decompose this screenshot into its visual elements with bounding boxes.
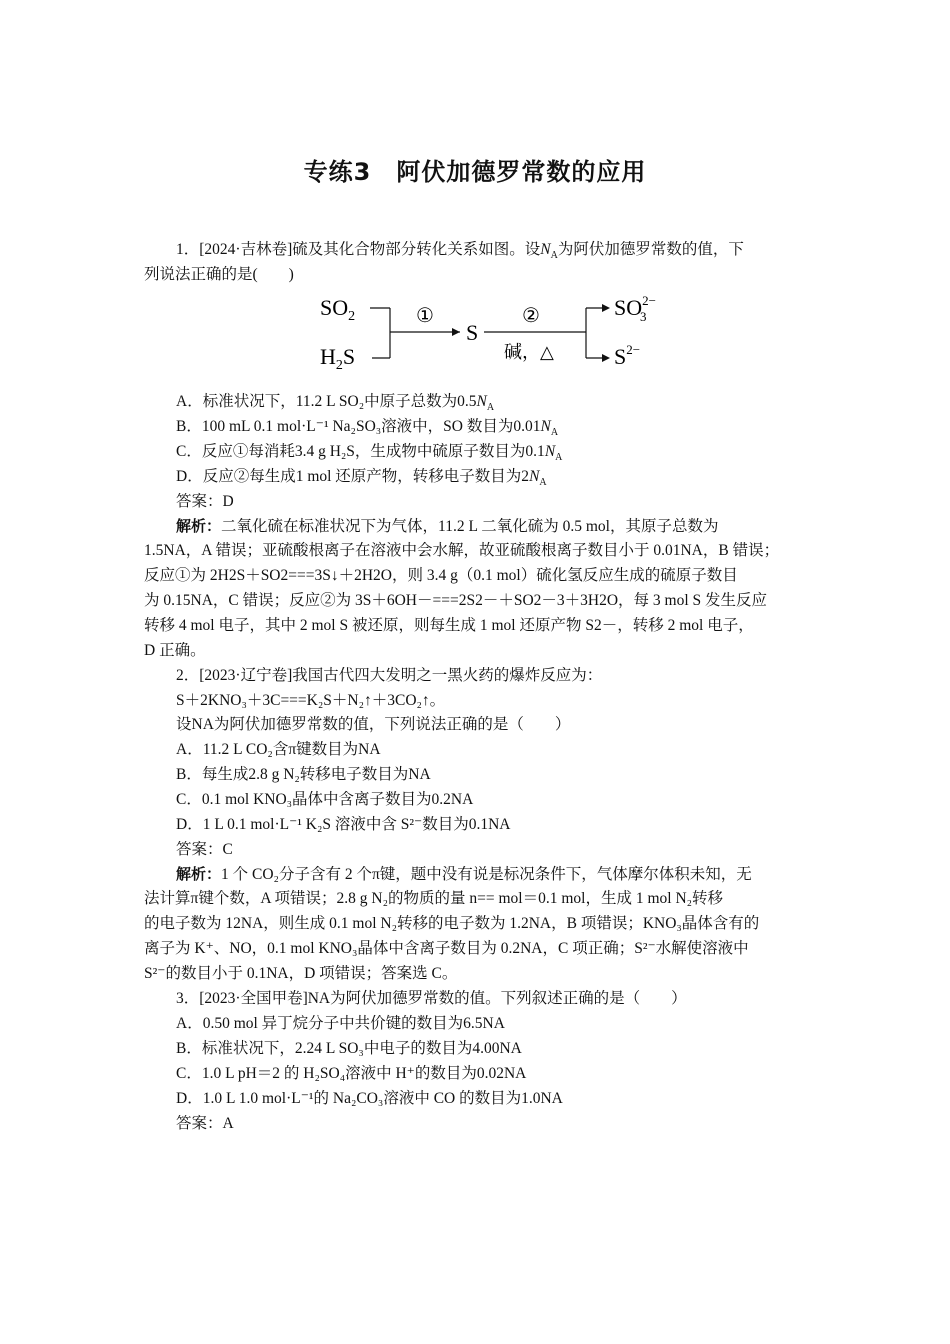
q2-option-d: D．1 L 0.1 mol·L⁻¹ K₂S 溶液中含 S²⁻数目为0.1NA bbox=[176, 816, 511, 833]
step1-label: ① bbox=[416, 305, 434, 327]
q2-analysis-line3: 的电子数为 12NA，则生成 0.1 mol N₂转移的电子数为 1.2NA，B 项错误；KNO₃晶体含有的 bbox=[144, 915, 760, 932]
sulfur-conversion-diagram bbox=[316, 286, 676, 374]
q2-option-a: A．11.2 L CO₂含π键数目为NA bbox=[176, 741, 381, 758]
q1-analysis-line6: D 正确。 bbox=[144, 642, 206, 659]
q1-analysis-line3: 反应①为 2H2S＋SO2===3S↓＋2H2O，则 3.4 g（0.1 mol）硫化氢反应生成的硫原子数目 bbox=[144, 567, 738, 584]
q2-stem: 2．[2023·辽宁卷]我国古代四大发明之一黑火药的爆炸反应为： bbox=[176, 667, 603, 684]
q2-stem-line2: 设NA为阿伏加德罗常数的值，下列说法正确的是（ ） bbox=[176, 716, 571, 733]
q1-answer: 答案：D bbox=[176, 493, 234, 510]
q3-option-c: C．1.0 L pH＝2 的 H₂SO₄溶液中 H⁺的数目为0.02NA bbox=[176, 1065, 527, 1082]
so3-label: $SO^{2-}$ 3 bbox=[614, 293, 656, 324]
q1-analysis-line4: 为 0.15NA，C 错误；反应②为 3S＋6OH－===2S2－＋SO2－3＋3H2O，每 3 mol S 发生反应 bbox=[144, 592, 768, 609]
q2-analysis-line5: S²⁻的数目小于 0.1NA，D 项错误；答案选 C。 bbox=[144, 965, 458, 982]
q1-analysis-line2: 1.5NA，A 错误；亚硫酸根离子在溶液中会水解，故亚硫酸根离子数目小于 0.01NA，B 错误； bbox=[144, 542, 780, 559]
q2-analysis-line1: 解析：1 个 CO₂分子含有 2 个π键，题中没有说是标况条件下，气体摩尔体积未知，无 bbox=[176, 865, 752, 883]
q3-option-d: D．1.0 L 1.0 mol·L⁻¹的 Na₂CO₃溶液中 CO 的数目为1.0NA bbox=[176, 1090, 563, 1107]
s2-label: $S^{2-}$ bbox=[614, 342, 641, 369]
q1-option-b: B．100 mL 0.1 mol·L⁻¹ Na₂SO₃溶液中，SO 数目为$0.01N_A$ bbox=[176, 418, 559, 439]
so2-label: $SO_2$ bbox=[320, 295, 356, 324]
q1-option-c: C．反应①每消耗3.4 g H₂S，生成物中硫原子数目为$0.1N_A$ bbox=[176, 443, 563, 464]
s-label: S bbox=[466, 320, 479, 345]
q1-stem-line2: 列说法正确的是( ) bbox=[144, 266, 294, 283]
q2-equation: S＋2KNO₃＋3C===K₂S＋N₂↑＋3CO₂↑。 bbox=[176, 692, 446, 709]
q2-option-c: C．0.1 mol KNO₃晶体中含离子数目为0.2NA bbox=[176, 791, 474, 808]
page-title: 专练3 阿伏加德罗常数的应用 bbox=[303, 158, 647, 186]
q3-answer: 答案：A bbox=[176, 1115, 234, 1132]
q2-option-b: B．每生成2.8 g N₂转移电子数目为NA bbox=[176, 766, 431, 783]
q1-analysis-line5: 转移 4 mol 电子，其中 2 mol S 被还原，则每生成 1 mol 还原产物 S2－，转移 2 mol 电子， bbox=[144, 617, 754, 634]
q1-stem-line1: 1．[2024·吉林卷]硫及其化合物部分转化关系如图。设$N_A$为阿伏加德罗常数的值，下 bbox=[176, 241, 744, 262]
q2-analysis-line2: 法计算π键个数，A 项错误；2.8 g N₂的物质的量 n== mol＝0.1 mol，生成 1 mol N₂转移 bbox=[144, 890, 724, 907]
condition-label: 碱，△ bbox=[504, 342, 554, 362]
q2-analysis-line4: 离子为 K⁺、NO，0.1 mol KNO₃晶体中含离子数目为 0.2NA，C 项正确；S²⁻水解使溶液中 bbox=[144, 940, 749, 957]
q3-stem: 3．[2023·全国甲卷]NA为阿伏加德罗常数的值。下列叙述正确的是（ ） bbox=[176, 990, 687, 1007]
q1-analysis-line1: 解析：二氧化硫在标准状况下为气体，11.2 L 二氧化硫为 0.5 mol，其原子总数为 bbox=[176, 517, 719, 535]
q2-answer: 答案：C bbox=[176, 841, 233, 858]
step2-label: ② bbox=[522, 305, 540, 327]
q3-option-b: B．标准状况下，2.24 L SO₃中电子的数目为4.00NA bbox=[176, 1040, 522, 1057]
h2s-label: $H_2S$ bbox=[320, 344, 356, 373]
q1-option-d: D．反应②每生成1 mol 还原产物，转移电子数目为$2N_A$ bbox=[176, 468, 547, 489]
q1-option-a: A．标准状况下，11.2 L SO₂中原子总数为$0.5N_A$ bbox=[176, 393, 495, 414]
q3-option-a: A．0.50 mol 异丁烷分子中共价键的数目为6.5NA bbox=[176, 1015, 505, 1032]
